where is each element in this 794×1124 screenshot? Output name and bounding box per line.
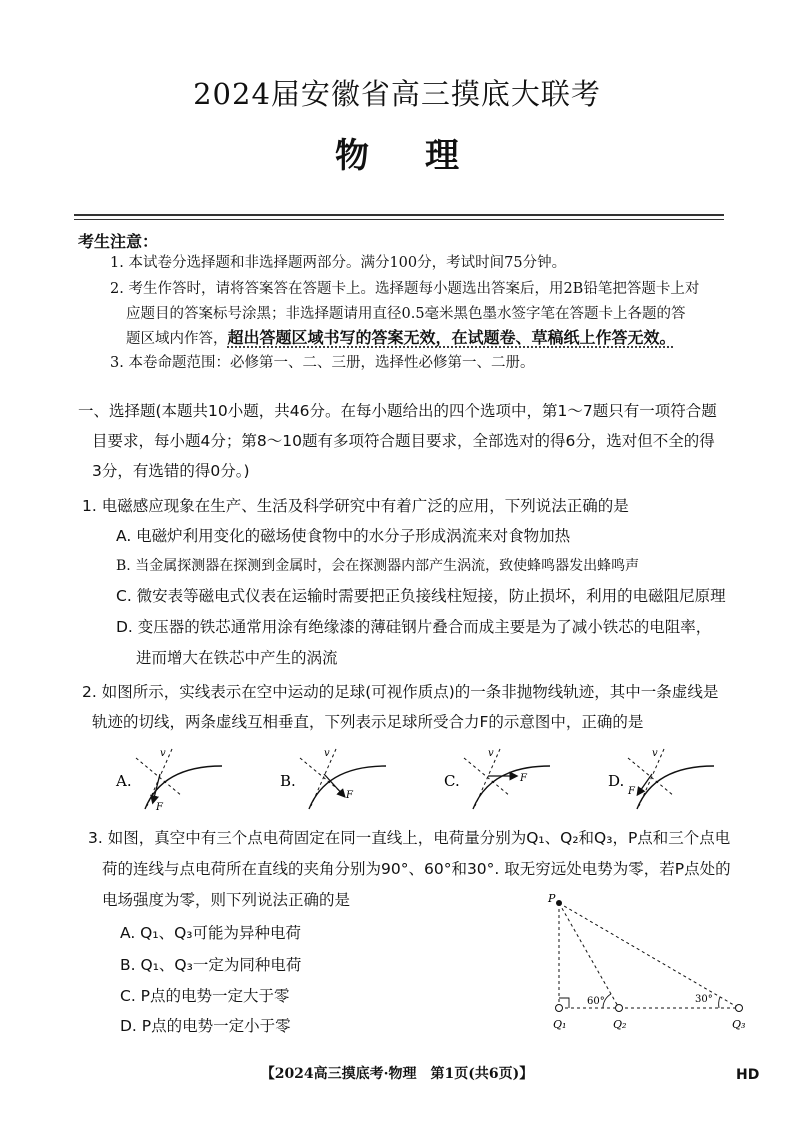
label-p: P [548,892,556,905]
velocity-label: v [160,748,166,759]
q2-figure-d [608,748,714,809]
q1-option-d-cont: 进而增大在铁芯中产生的涡流 [136,649,338,667]
q3-option-c: C. P点的电势一定大于零 [120,987,290,1005]
trajectory [637,766,714,809]
line-p-q3 [559,903,739,1008]
notice-heading: 考生注意： [78,232,159,251]
q3-stem-1: 3. 如图，真空中有三个点电荷固定在同一直线上，电荷量分别为Q₁、Q₂和Q₃，P点和三个点电 [88,829,731,847]
subject-char-1: 物 [335,136,369,176]
footer-code: HD [736,1067,760,1083]
q2-figure-c [444,748,550,809]
label-q2: Q₂ [613,1018,627,1031]
normal-line [464,758,510,796]
force-label: F [156,802,163,813]
label-q3: Q₃ [732,1018,746,1031]
subject-char-2: 理 [425,136,459,176]
q2-stem-1: 2. 如图所示，实线表示在空中运动的足球(可视作质点)的一条非抛物线轨迹，其中一条虚线是 [82,683,719,701]
q2-label-d: D. [608,772,625,790]
notice-item-2: 2. 考生作答时，请将答案答在答题卡上。选择题每小题选出答案后，用2B铅笔把答题卡上对 [110,281,700,297]
q2-label-a: A. [116,772,132,790]
q2-label-c: C. [444,772,460,790]
force-label: F [520,773,527,784]
point-p [556,900,562,906]
line-p-q2 [559,903,619,1008]
charge-q1 [556,1005,563,1012]
q1-stem: 1. 电磁感应现象在生产、生活及科学研究中有着广泛的应用，下列说法正确的是 [82,497,629,515]
q1-option-a: A. 电磁炉利用变化的磁场使食物中的水分子形成涡流来对食物加热 [116,527,571,545]
q3-figure [540,890,760,1040]
notice-item-2-tail: 题区域内作答， [126,331,228,347]
q2-label-b: B. [280,772,296,790]
angle-30-arc [719,997,720,1008]
q2-figure-a [115,748,222,813]
q1-option-c: C. 微安表等磁电式仪表在运输时需要把正负接线柱短接，防止损坏，利用的电磁阻尼原理 [116,587,726,605]
notice-item-3: 3. 本卷命题范围：必修第一、二、三册，选择性必修第一、二册。 [110,355,535,371]
velocity-label: v [488,748,494,759]
force-label: F [628,786,635,797]
label-q1: Q₁ [553,1018,567,1031]
section-line-3: 3分，有选错的得0分。) [92,462,250,480]
q2-stem-2: 轨迹的切线，两条虚线互相垂直，下列表示足球所受合力F的示意图中，正确的是 [92,713,644,731]
notice-item-2-cont: 应题目的答案标号涂黑；非选择题请用直径0.5毫米黑色墨水签字笔在答题卡上各题的答 [126,306,686,322]
trajectory [309,766,386,809]
section-line-2: 目要求，每小题4分；第8～10题有多项符合题目要求，全部选对的得6分，选对但不全的得 [92,432,715,450]
q3-option-b: B. Q₁、Q₃一定为同种电荷 [120,956,302,974]
notice-emphasis: 超出答题区域书写的答案无效，在试题卷、草稿纸上作答无效。 [227,328,676,347]
exam-title: 2024届安徽省高三摸底大联考 [193,77,601,111]
page-footer: 【2024高三摸底考·物理 第1页(共6页)】 [260,1066,534,1082]
label-angle-30: 30° [695,994,713,1005]
velocity-label: v [324,748,330,759]
q3-option-a: A. Q₁、Q₃可能为异种电荷 [120,924,302,942]
force-arrow [638,774,652,794]
q3-stem-3: 电场强度为零，则下列说法正确的是 [102,891,351,909]
section-line-1: 一、选择题(本题共10小题，共46分。在每小题给出的四个选项中，第1～7题只有一项符合题 [78,402,717,420]
force-label: F [346,790,353,801]
charge-q2 [616,1005,623,1012]
q3-option-d: D. P点的电势一定小于零 [120,1017,291,1035]
trajectory [473,766,550,809]
header-rule-thin [74,219,724,220]
q3-stem-2: 荷的连线与点电荷所在直线的夹角分别为90°、60°和30°. 取无穷远处电势为零，若P点处的 [102,860,731,878]
velocity-label: v [652,748,658,759]
q2-figures [110,744,730,814]
label-angle-60: 60° [587,996,605,1007]
notice-item-1: 1. 本试卷分选择题和非选择题两部分。满分100分，考试时间75分钟。 [110,255,567,271]
notice-item-2-end [126,328,676,349]
charge-q3 [736,1005,743,1012]
force-arrow [324,774,344,796]
header-rule-thick [74,214,724,216]
q1-option-b: B. 当金属探测器在探测到金属时，会在探测器内部产生涡流，致使蜂鸣器发出蜂鸣声 [116,558,640,574]
q2-figure-b [280,748,386,809]
q1-option-d: D. 变压器的铁芯通常用涂有绝缘漆的薄硅钢片叠合而成主要是为了减小铁芯的电阻率， [116,618,712,636]
subject-title [0,128,794,177]
